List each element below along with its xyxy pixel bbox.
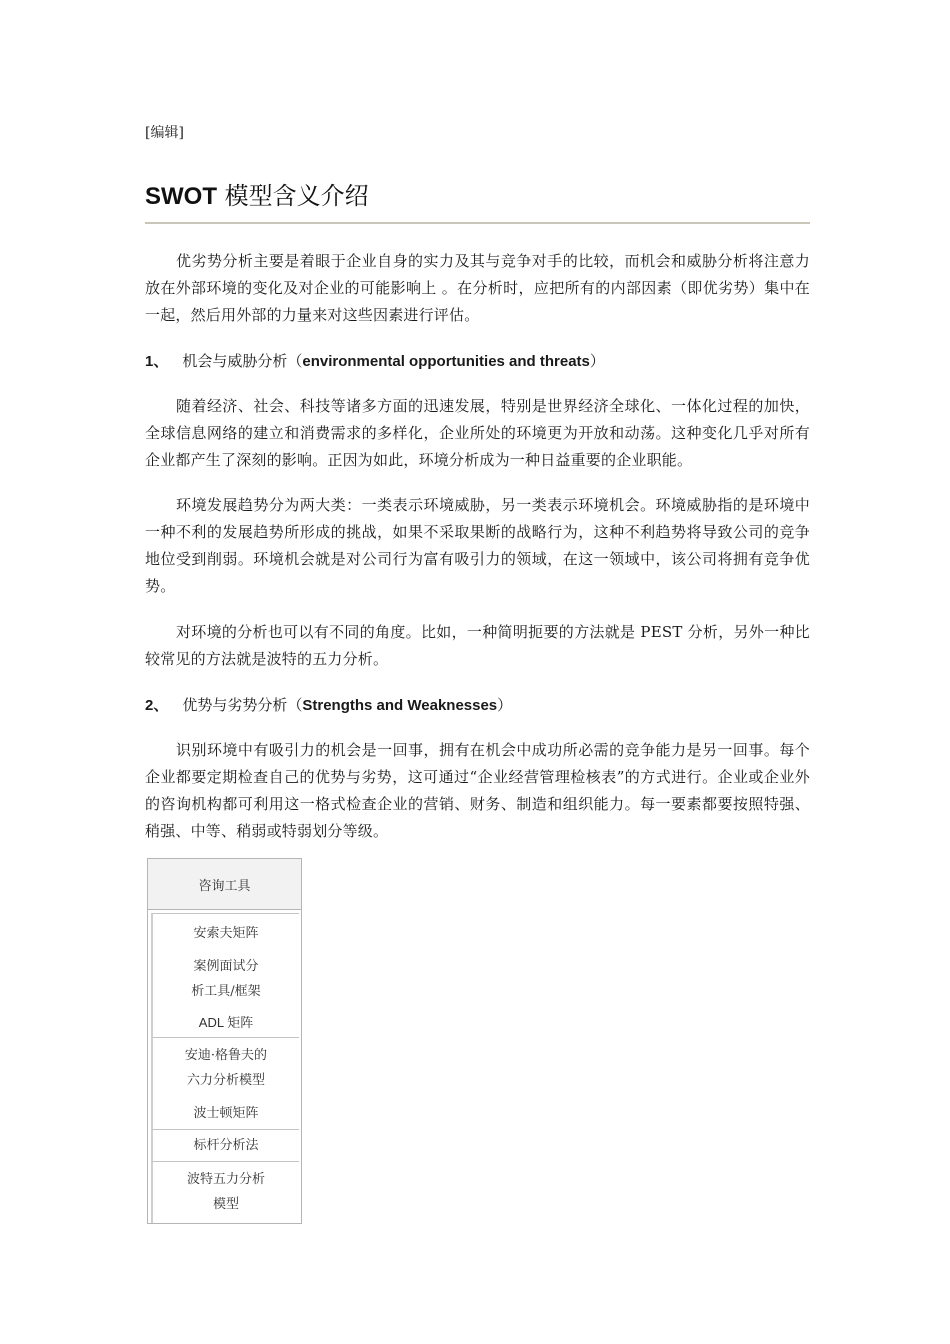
consulting-tools-box (147, 858, 302, 1224)
section-2-title-close: ） (497, 696, 513, 714)
section-2-title-en: Strengths and Weaknesses (302, 697, 498, 714)
sidebar-item-label-line2: 模型 (212, 1197, 239, 1212)
section-1-paragraph-1: 随着经济、社会、科技等诸多方面的迅速发展，特别是世界经济全球化、一体化过程的加快，全球信息网络的建立和消费需求的多样化，企业所处的环境更为开放和动荡。这种变化几乎对所有企业都产生了深刻的影响。正因为如此，环境分析成为一种日益重要的企业职能。 (145, 397, 810, 469)
sidebar-item-ansoff-matrix[interactable] (151, 913, 299, 950)
sidebar-item-label: 安索夫矩阵 (193, 926, 259, 941)
sidebar-item-label: 案例面试分 (193, 959, 259, 974)
section-1-number: 1、 (145, 353, 169, 370)
title-divider (145, 222, 810, 224)
sidebar-item-label-line2: 析工具/框架 (191, 984, 261, 999)
section-1-paragraph-2: 环境发展趋势分为两大类：一类表示环境威胁，另一类表示环境机会。环境威胁指的是环境中一种不利的发展趋势所形成的挑战，如果不采取果断的战略行为，这种不利趋势将导致公司的竞争地位受到削弱。环境机会就是对公司行为富有吸引力的领域，在这一领域中，该公司将拥有竞争优势。 (145, 496, 810, 595)
section-2-paragraph-1: 识别环境中有吸引力的机会是一回事，拥有在机会中成功所必需的竞争能力是另一回事。每个企业都要定期检查自己的优势与劣势，这可通过“企业经营管理检核表”的方式进行。企业或企业外的咨询机构都可利用这一格式检查企业的营销、财务、制造和组织能力。每一要素都要按照特强、稍强、中等、稍弱或特弱划分等级。 (145, 741, 810, 840)
sidebar-item-label-line2: 六力分析模型 (186, 1073, 265, 1088)
sidebar-item-label: 安迪·格鲁夫的 (184, 1048, 268, 1063)
section-1-heading (145, 350, 605, 373)
consulting-tools-header: 咨询工具 (148, 859, 301, 910)
sidebar-item-label: 波士顿矩阵 (193, 1106, 259, 1121)
sidebar-item-grove-six-forces[interactable] (151, 1037, 299, 1097)
sidebar-item-benchmarking[interactable] (151, 1129, 299, 1161)
section-1-title-close: ） (589, 352, 605, 370)
sidebar-item-adl-matrix[interactable] (151, 1008, 299, 1037)
sidebar-item-label: 标杆分析法 (193, 1138, 259, 1153)
section-1-paragraph-3: 对环境的分析也可以有不同的角度。比如，一种简明扼要的方法就是 PEST 分析，另外一种比较常见的方法就是波特的五力分析。 (145, 623, 810, 668)
sidebar-item-porter-five-forces[interactable] (151, 1161, 299, 1223)
edit-link[interactable]: [编辑] (145, 125, 184, 141)
section-1-title-zh: 机会与威胁分析（ (182, 352, 303, 370)
section-1-title-en: environmental opportunities and threats (302, 353, 590, 370)
page-title-rest: 模型含义介绍 (217, 182, 369, 210)
sidebar-item-case-interview-tools[interactable] (151, 950, 299, 1008)
sidebar-item-label: 波特五力分析 (186, 1172, 265, 1187)
page-title-latin: SWOT (145, 183, 217, 210)
intro-paragraph: 优劣势分析主要是着眼于企业自身的实力及其与竞争对手的比较，而机会和威胁分析将注意力放在外部环境的变化及对企业的可能影响上 。在分析时，应把所有的内部因素（即优劣势）集中在一起，然后用外部的力量来对这些因素进行评估。 (145, 252, 810, 324)
section-2-heading (145, 694, 512, 717)
section-2-title-zh: 优势与劣势分析（ (182, 696, 303, 714)
sidebar-item-label: ADL 矩阵 (198, 1015, 254, 1030)
sidebar-item-boston-matrix[interactable] (151, 1097, 299, 1129)
page-title (145, 176, 369, 211)
section-2-number: 2、 (145, 697, 169, 714)
